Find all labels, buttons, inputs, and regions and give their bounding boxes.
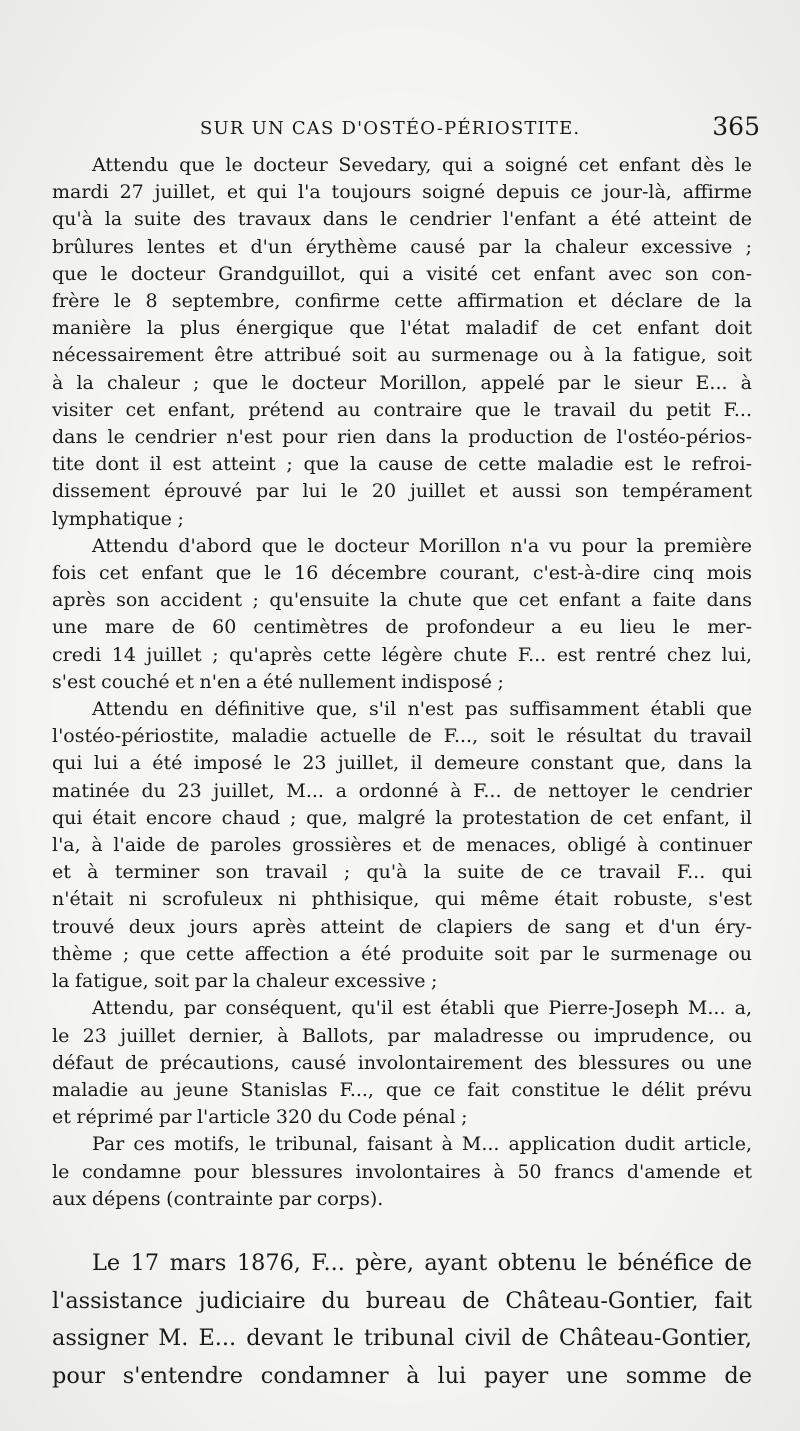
text-line: tite dont il est atteint ; que la cause de cette maladie est le refroi- xyxy=(52,453,752,476)
text-line: manière la plus énergique que l'état maladif de cet enfant doit xyxy=(52,317,752,340)
text-line: dans le cendrier n'est pour rien dans la production de l'ostéo-périos- xyxy=(52,426,752,449)
page-number: 365 xyxy=(712,112,760,141)
text-line: qu'à la suite des travaux dans le cendrier l'enfant a été atteint de xyxy=(52,208,752,231)
text-line: credi 14 juillet ; qu'après cette légère chute F... est rentré chez lui, xyxy=(52,643,752,666)
text-line: après son accident ; qu'ensuite la chute que cet enfant a faite dans xyxy=(52,589,752,612)
text-line: une mare de 60 centimètres de profondeur a eu lieu le mer- xyxy=(52,616,752,639)
text-line: Le 17 mars 1876, F... père, ayant obtenu le bénéfice de xyxy=(92,1250,752,1276)
closing-paragraph xyxy=(52,1245,752,1395)
text-line: matinée du 23 juillet, M... a ordonné à F... de nettoyer le cendrier xyxy=(52,779,752,802)
text-line: défaut de précautions, causé involontairement des blessures ou une xyxy=(52,1051,752,1074)
text-line: maladie au jeune Stanislas F..., que ce fait constitue le délit prévu xyxy=(52,1078,752,1101)
text-line: thème ; que cette affection a été produite soit par le surmenage ou xyxy=(52,942,752,965)
paragraph xyxy=(52,696,752,995)
paragraph xyxy=(52,152,752,533)
text-line: l'a, à l'aide de paroles grossières et de menaces, obligé à continuer xyxy=(52,834,752,857)
judgment-text xyxy=(52,152,752,1213)
paragraph xyxy=(52,1245,752,1395)
text-line: Attendu d'abord que le docteur Morillon n'a vu pour la première xyxy=(92,534,752,557)
text-line: qui lui a été imposé le 23 juillet, il demeure constant que, dans la xyxy=(52,752,752,775)
text-line: que le docteur Grandguillot, qui a visité cet enfant avec son con- xyxy=(52,262,752,285)
text-line: Par ces motifs, le tribunal, faisant à M... application dudit article, xyxy=(92,1133,752,1156)
page-header xyxy=(200,112,760,146)
text-line: l'assistance judiciaire du bureau de Château-Gontier, fait xyxy=(52,1287,752,1314)
text-line: l'ostéo-périostite, maladie actuelle de F..., soit le résultat du travail xyxy=(52,725,752,748)
paragraph xyxy=(52,995,752,1131)
text-line: nécessairement être attribué soit au surmenage ou à la fatigue, soit xyxy=(52,344,752,367)
text-line: pour s'entendre condamner à lui payer une somme de xyxy=(52,1362,752,1389)
text-line: mardi 27 juillet, et qui l'a toujours soigné depuis ce jour-là, affirme xyxy=(52,181,752,204)
text-line: fois cet enfant que le 16 décembre courant, c'est-à-dire cinq mois xyxy=(52,562,752,585)
text-line: Attendu, par conséquent, qu'il est établi que Pierre-Joseph M... a, xyxy=(92,997,752,1020)
text-line: le condamne pour blessures involontaires à 50 francs d'amende et xyxy=(52,1160,752,1183)
text-line: aux dépens (contrainte par corps). xyxy=(52,1187,384,1210)
text-line: s'est couché et n'en a été nullement indisposé ; xyxy=(52,670,504,693)
text-line: trouvé deux jours après atteint de clapiers de sang et d'un éry- xyxy=(52,915,752,938)
text-line: la fatigue, soit par la chaleur excessive ; xyxy=(52,970,438,993)
text-line: et à terminer son travail ; qu'à la suite de ce travail F... qui xyxy=(52,861,752,884)
text-line: qui était encore chaud ; que, malgré la protestation de cet enfant, il xyxy=(52,806,752,829)
text-line: à la chaleur ; que le docteur Morillon, appelé par le sieur E... à xyxy=(52,371,752,394)
text-line: brûlures lentes et d'un érythème causé par la chaleur excessive ; xyxy=(52,235,752,258)
text-line: et réprimé par l'article 320 du Code pénal ; xyxy=(52,1106,468,1129)
text-line: dissement éprouvé par lui le 20 juillet et aussi son tempérament xyxy=(52,480,752,503)
text-line: lymphatique ; xyxy=(52,507,184,530)
text-line: frère le 8 septembre, confirme cette affirmation et déclare de la xyxy=(52,290,752,313)
text-line: Attendu en définitive que, s'il n'est pas suffisamment établi que xyxy=(92,698,752,721)
text-line: le 23 juillet dernier, à Ballots, par maladresse ou imprudence, ou xyxy=(52,1024,752,1047)
running-title: SUR UN CAS D'OSTÉO-PÉRIOSTITE. xyxy=(200,118,581,139)
text-line: Attendu que le docteur Sevedary, qui a soigné cet enfant dès le xyxy=(92,154,752,176)
paragraph xyxy=(52,533,752,696)
text-line: assigner M. E... devant le tribunal civil de Château-Gontier, xyxy=(52,1325,752,1351)
text-line: visiter cet enfant, prétend au contraire que le travail du petit F... xyxy=(52,398,752,421)
paragraph xyxy=(52,1131,752,1213)
text-line: n'était ni scrofuleux ni phthisique, qui même était robuste, s'est xyxy=(52,888,752,911)
